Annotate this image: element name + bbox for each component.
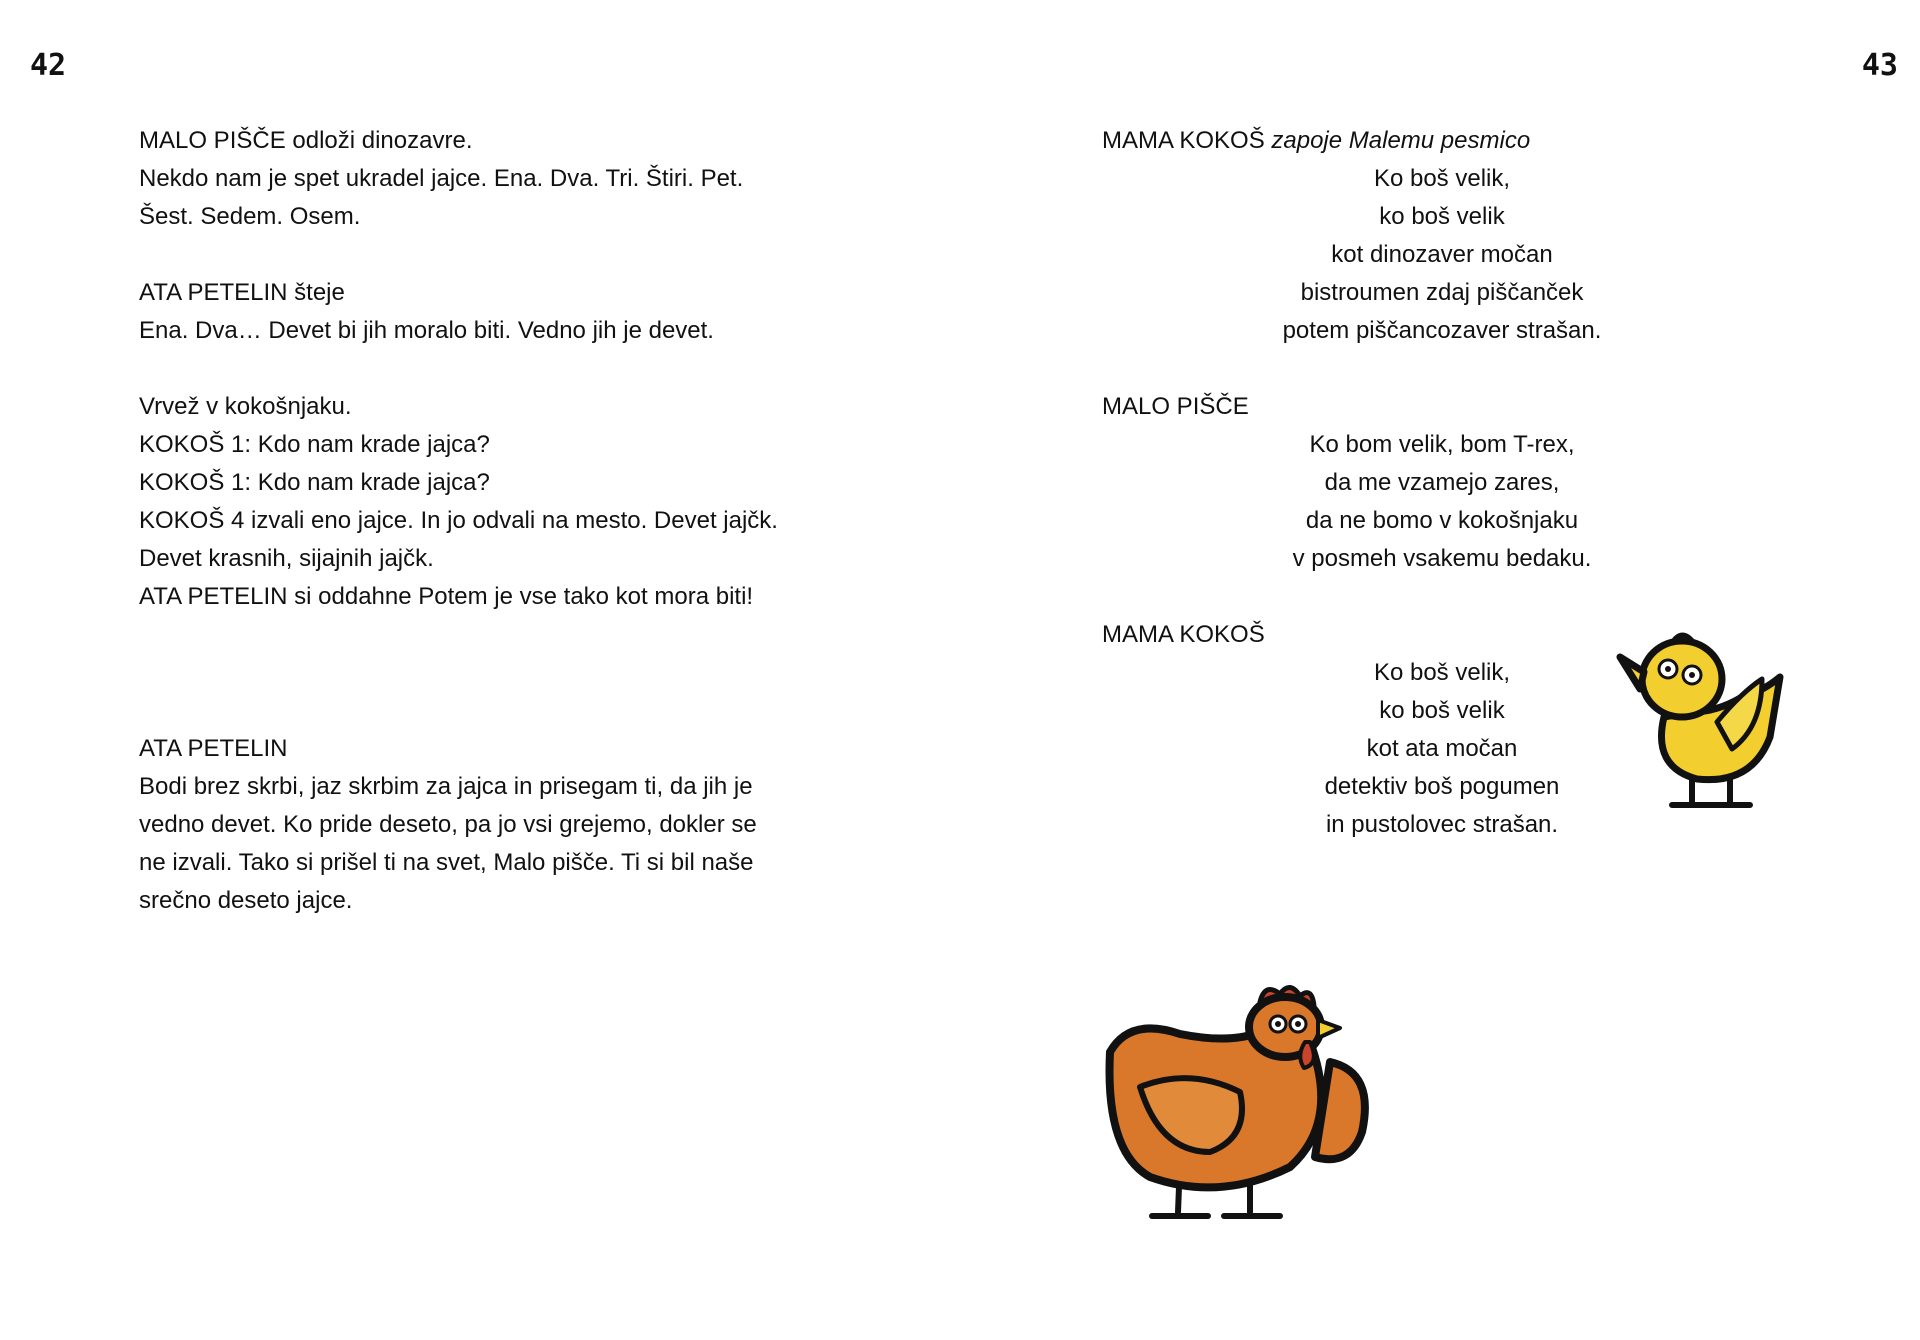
text-line: Vrvež v kokošnjaku.: [139, 393, 352, 420]
text-line: Bodi brez skrbi, jaz skrbim za jajca in prisegam ti, da jih je: [139, 773, 753, 800]
speaker-label: [1102, 122, 1802, 160]
page-number-right: 43: [1861, 48, 1898, 83]
verse-line: ko boš velik: [1379, 697, 1505, 724]
text-line: KOKOŠ 4 izvali eno jajce. In jo odvali na mesto. Devet jajčk.: [139, 507, 778, 534]
verse-line: in pustolovec strašan.: [1325, 811, 1559, 838]
text-line: Šest. Sedem. Osem.: [139, 203, 361, 230]
verse-line: v posmeh vsakemu bedaku.: [1292, 545, 1592, 572]
text-line: ne izvali. Tako si prišel ti na svet, Malo pišče. Ti si bil naše: [139, 849, 754, 876]
verse-line: kot dinozaver močan: [1331, 241, 1553, 268]
verse-line: ko boš velik: [1379, 203, 1505, 230]
text-line: MALO PIŠČE odloži dinozavre.: [139, 127, 473, 154]
stage-direction: zapoje Malemu pesmico: [1271, 127, 1531, 154]
verse-line: kot ata močan: [1366, 735, 1518, 762]
chick-illustration: [1612, 617, 1802, 817]
verse-line: Ko boš velik,: [1373, 659, 1511, 686]
text-line: vedno devet. Ko pride deseto, pa jo vsi grejemo, dokler se: [139, 811, 757, 838]
verse-line: da ne bomo v kokošnjaku: [1305, 507, 1579, 534]
speaker-label: MAMA KOKOŠ: [1102, 621, 1265, 648]
verse-line: detektiv boš pogumen: [1324, 773, 1560, 800]
left-page-text: [139, 122, 879, 920]
text-line: Ena. Dva… Devet bi jih moralo biti. Vedno jih je devet.: [139, 317, 714, 344]
hen-icon: [1110, 987, 1365, 1216]
text-line: KOKOŠ 1: Kdo nam krade jajca?: [139, 469, 490, 496]
verse-line: potem piščancozaver strašan.: [1282, 317, 1602, 344]
speaker-label: MALO PIŠČE: [1102, 393, 1249, 420]
verse-line: Ko boš velik,: [1373, 165, 1511, 192]
hen-illustration: [1100, 972, 1380, 1227]
speaker-label: ATA PETELIN: [139, 735, 288, 762]
text-line: Devet krasnih, sijajnih jajčk.: [139, 545, 434, 572]
text-line: ATA PETELIN si oddahne Potem je vse tako kot mora biti!: [139, 583, 754, 610]
verse-line: bistroumen zdaj piščanček: [1300, 279, 1584, 306]
page-number-left: 42: [30, 48, 67, 83]
chick-icon: [1620, 635, 1780, 805]
text-line: Nekdo nam je spet ukradel jajce. Ena. Dva. Tri. Štiri. Pet.: [139, 165, 744, 192]
speaker-label: ATA PETELIN šteje: [139, 279, 345, 306]
verse-line: da me vzamejo zares,: [1324, 469, 1560, 496]
text-line: KOKOŠ 1: Kdo nam krade jajca?: [139, 431, 490, 458]
speaker-name: MAMA KOKOŠ: [1102, 127, 1265, 154]
text-line: srečno deseto jajce.: [139, 887, 353, 914]
verse-line: Ko bom velik, bom T-rex,: [1309, 431, 1575, 458]
